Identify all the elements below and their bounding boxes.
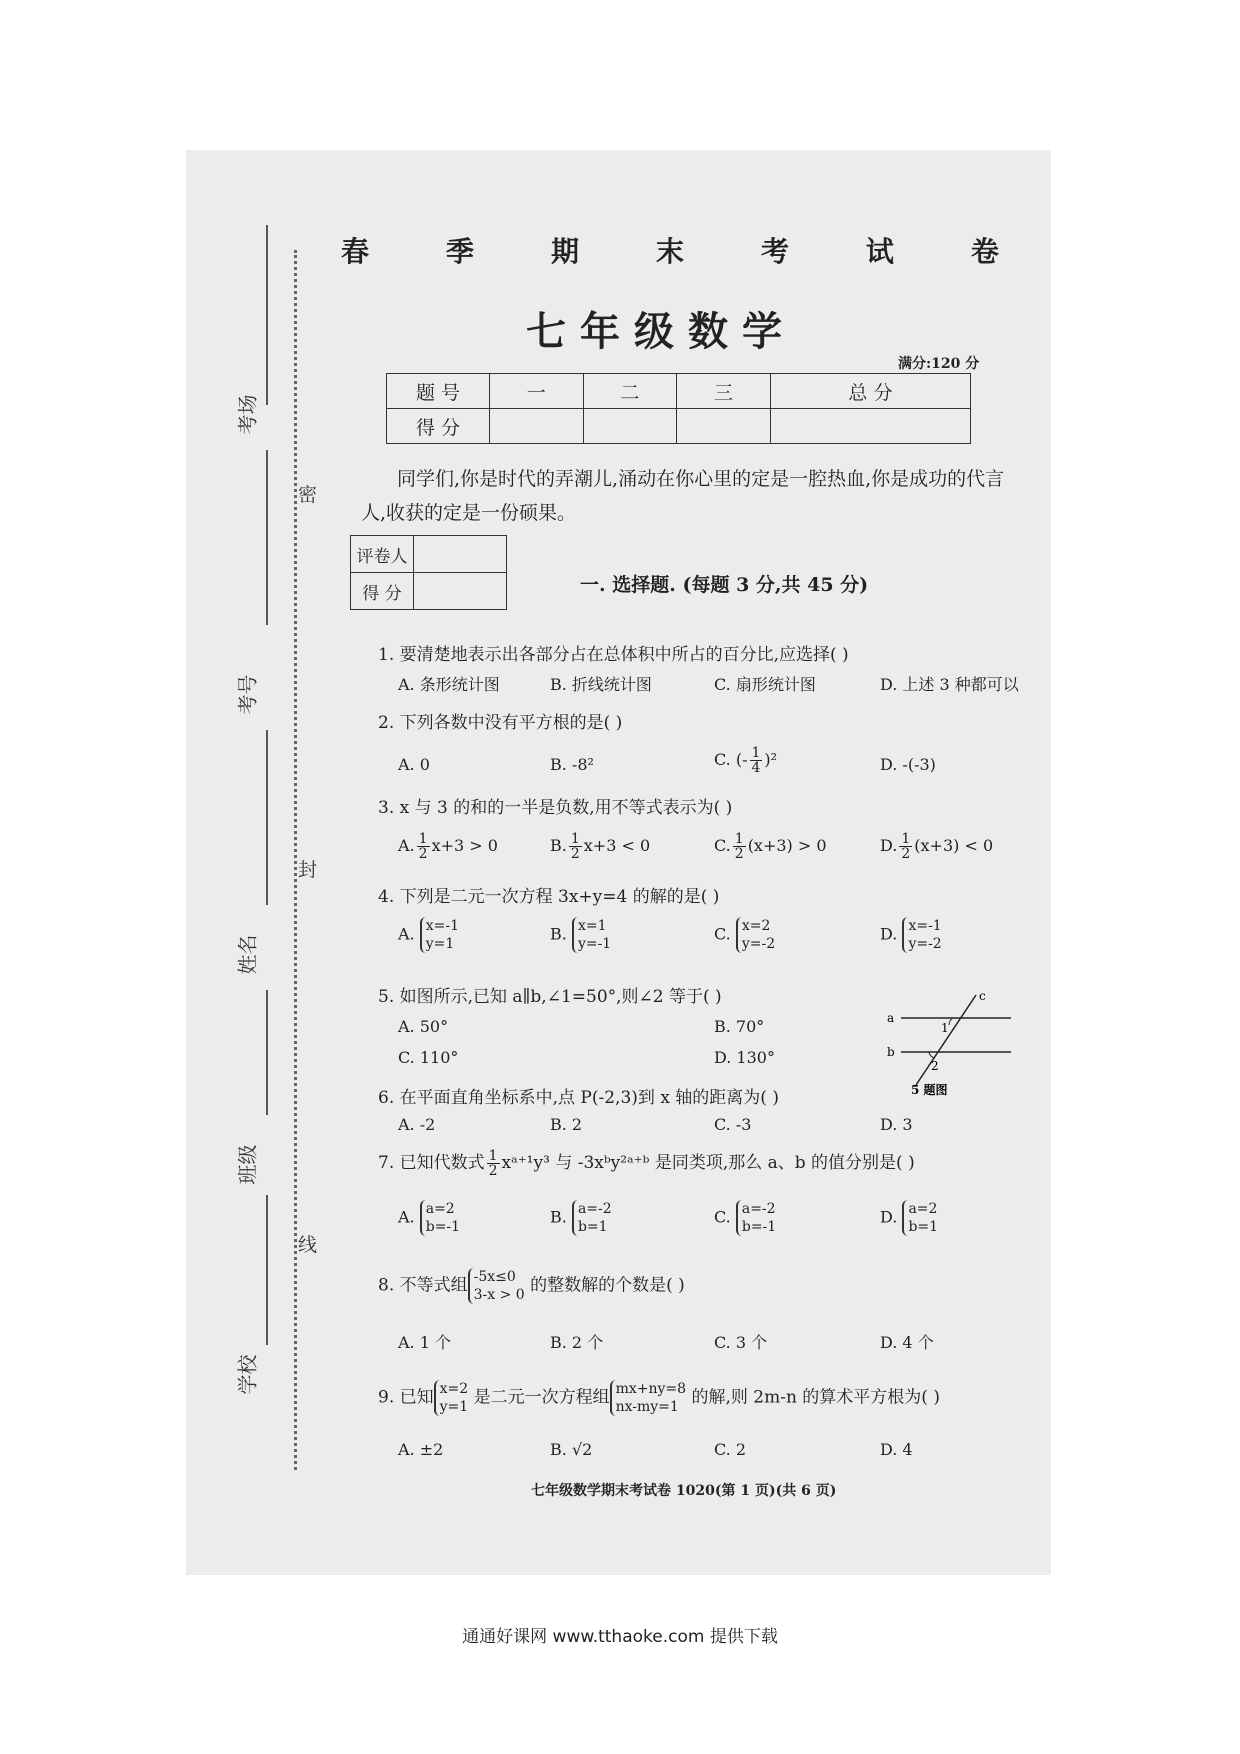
label-angle-1: 1 xyxy=(941,1021,949,1035)
option: D. 4 xyxy=(880,1440,913,1459)
equation-system xyxy=(902,917,941,953)
fraction xyxy=(487,1149,500,1178)
margin-class: 班级 xyxy=(235,1144,260,1185)
equation-line: y=-2 xyxy=(908,936,942,952)
option: B. 2 xyxy=(550,1115,583,1134)
option: D. -(-3) xyxy=(880,755,936,774)
seal-mi: 密 xyxy=(298,484,318,506)
option-label: B. xyxy=(550,1440,567,1459)
option: C. 扇形统计图 xyxy=(714,675,816,694)
option xyxy=(398,1200,460,1236)
equation-system xyxy=(420,1200,460,1236)
score-header-cell: 题 号 xyxy=(387,374,490,409)
fraction xyxy=(750,746,763,775)
sqrt-expr: √2 xyxy=(571,1440,593,1459)
option xyxy=(880,832,993,861)
numerator: 1 xyxy=(751,745,761,761)
score-cell xyxy=(490,409,584,444)
exam-page-scan xyxy=(186,150,1051,1575)
option-label: C. xyxy=(714,836,731,855)
option-label: D. xyxy=(880,836,898,855)
margin-line xyxy=(266,1195,268,1345)
option: A. ±2 xyxy=(398,1440,444,1459)
question-3: 3. x 与 3 的和的一半是负数,用不等式表示为( ) xyxy=(378,798,733,818)
denominator: 2 xyxy=(570,846,580,862)
equation-line: x=2 xyxy=(439,1381,469,1397)
equation-line: b=-1 xyxy=(425,1219,461,1235)
numerator: 1 xyxy=(570,831,580,847)
option: B. 折线统计图 xyxy=(550,675,652,694)
equation-line: y=-2 xyxy=(741,936,776,952)
option-label: A. xyxy=(398,1207,415,1227)
inequality-system xyxy=(468,1268,525,1304)
denominator: 2 xyxy=(418,846,428,862)
full-score: 满分:120 分 xyxy=(898,356,980,372)
option: A. -2 xyxy=(398,1115,436,1134)
subject-title: 七年级数学 xyxy=(526,308,796,355)
score-table xyxy=(386,373,971,444)
equation-system xyxy=(902,1200,938,1236)
option: C. 110° xyxy=(398,1048,459,1067)
score-header-cell: 二 xyxy=(583,374,677,409)
denominator: 2 xyxy=(734,846,744,862)
stem-end: 的整数解的个数是( ) xyxy=(530,1275,685,1296)
equation-system xyxy=(610,1380,686,1416)
margin-line xyxy=(266,450,268,625)
option-tail: )² xyxy=(764,750,778,769)
numerator: 1 xyxy=(734,831,744,847)
question-2: 2. 下列各数中没有平方根的是( ) xyxy=(378,713,623,733)
option: D. 4 个 xyxy=(880,1333,934,1352)
option: B. 70° xyxy=(714,1017,765,1036)
option: B. -8² xyxy=(550,755,594,774)
stem-end: 的解,则 2m-n 的算术平方根为( ) xyxy=(691,1387,940,1408)
equation-line: a=2 xyxy=(425,1201,455,1217)
denominator: 2 xyxy=(901,846,911,862)
fraction xyxy=(417,832,430,861)
label-angle-2: 2 xyxy=(931,1059,939,1073)
option-label: B. xyxy=(550,1207,567,1227)
option-expr: x+3 > 0 xyxy=(431,836,498,855)
grader-label: 评卷人 xyxy=(351,536,414,573)
stem-start: 7. 已知代数式 xyxy=(378,1153,485,1173)
seal-xian: 线 xyxy=(298,1234,318,1256)
score-cell xyxy=(770,409,970,444)
option: A. 50° xyxy=(398,1017,449,1036)
stem-end: 是同类项,那么 a、b 的值分别是( ) xyxy=(654,1153,915,1173)
parallel-lines-figure xyxy=(881,990,1016,1100)
score-cell xyxy=(677,409,771,444)
seal-dotted-line xyxy=(294,250,297,1470)
figure-svg xyxy=(881,990,1016,1100)
title-char: 季 xyxy=(445,235,476,268)
option: D. 3 xyxy=(880,1115,913,1134)
fraction xyxy=(569,832,582,861)
option xyxy=(550,1200,612,1236)
equation-line: a=2 xyxy=(908,1201,938,1217)
score-header-cell: 总 分 xyxy=(770,374,970,409)
option-label: A. xyxy=(398,836,415,855)
option xyxy=(714,1200,776,1236)
option: C. 3 个 xyxy=(714,1333,768,1352)
option xyxy=(550,1440,592,1459)
stem-mid: 是二元一次方程组 xyxy=(473,1387,610,1408)
inequality-line: -5x≤0 xyxy=(473,1269,516,1285)
title-char: 末 xyxy=(655,235,686,268)
equation-line: mx+ny=8 xyxy=(615,1381,687,1397)
margin-school: 学校 xyxy=(235,1354,260,1395)
option xyxy=(880,917,942,953)
option xyxy=(714,917,775,953)
fraction xyxy=(733,832,746,861)
equation-line: b=-1 xyxy=(741,1219,777,1235)
equation-line: b=1 xyxy=(908,1219,939,1235)
question-6: 6. 在平面直角坐标系中,点 P(-2,3)到 x 轴的距离为( ) xyxy=(378,1088,779,1108)
angle-1-arc xyxy=(949,1018,953,1025)
denominator: 2 xyxy=(488,1163,498,1179)
equation-line: a=-2 xyxy=(741,1201,776,1217)
title-char: 期 xyxy=(550,235,581,268)
option xyxy=(714,746,777,775)
question-1: 1. 要清楚地表示出各部分占在总体积中所占的百分比,应选择( ) xyxy=(378,645,849,665)
option: C. -3 xyxy=(714,1115,752,1134)
option-label: B. xyxy=(550,924,567,944)
margin-exam-number: 考号 xyxy=(235,674,260,715)
intro-text: 同学们,你是时代的弄潮儿,涌动在你心里的定是一腔热血,你是成功的代言人,收获的定是一份硕果。 xyxy=(361,468,1005,524)
grader-table xyxy=(350,535,507,610)
option: D. 130° xyxy=(714,1048,775,1067)
stem-start: 9. 已知 xyxy=(378,1387,434,1408)
margin-exam-room: 考场 xyxy=(235,394,260,435)
margin-line xyxy=(266,730,268,905)
download-credit: 通通好课网 www.tthaoke.com 提供下载 xyxy=(462,1627,778,1647)
equation-line: y=1 xyxy=(425,936,455,952)
option: C. 2 xyxy=(714,1440,747,1459)
expr-1: xᵃ⁺¹y³ xyxy=(501,1153,550,1173)
margin-line xyxy=(266,990,268,1115)
option-expr: (x+3) > 0 xyxy=(747,836,827,855)
equation-line: a=-2 xyxy=(577,1201,612,1217)
option xyxy=(398,832,498,861)
score-header-cell: 一 xyxy=(490,374,584,409)
option-expr: x+3 < 0 xyxy=(583,836,651,855)
option-label: C. xyxy=(714,924,731,944)
option-label: D. xyxy=(880,1207,898,1227)
equation-line: x=2 xyxy=(741,918,771,934)
grader-cell xyxy=(414,573,507,610)
equation-line: x=-1 xyxy=(425,918,459,934)
page-footer: 七年级数学期末考试卷 1020(第 1 页)(共 6 页) xyxy=(531,1483,837,1499)
equation-system xyxy=(736,1200,776,1236)
numerator: 1 xyxy=(488,1148,498,1164)
option: B. 2 个 xyxy=(550,1333,604,1352)
fraction xyxy=(899,832,912,861)
equation-line: y=-1 xyxy=(577,936,612,952)
equation-line: y=1 xyxy=(439,1399,469,1415)
title-char: 试 xyxy=(865,235,896,268)
equation-line: x=-1 xyxy=(908,918,942,934)
line-c xyxy=(916,995,976,1085)
option-label: A. xyxy=(398,924,415,944)
grader-cell xyxy=(414,536,507,573)
option: A. 0 xyxy=(398,755,430,774)
label-b: b xyxy=(887,1045,895,1059)
question-9 xyxy=(378,1380,940,1416)
solution-system xyxy=(434,1380,469,1416)
option: A. 条形统计图 xyxy=(398,675,500,694)
margin-name: 姓名 xyxy=(235,934,260,975)
equation-system xyxy=(736,917,775,953)
score-cell xyxy=(583,409,677,444)
option-label: B. xyxy=(550,836,567,855)
expr-2: -3xᵇy²ᵃ⁺ᵇ xyxy=(577,1153,650,1173)
equation-system xyxy=(572,917,611,953)
option: D. 上述 3 种都可以 xyxy=(880,675,1019,694)
question-4: 4. 下列是二元一次方程 3x+y=4 的解的是( ) xyxy=(378,887,720,907)
option xyxy=(880,1200,938,1236)
option-expr: (x+3) < 0 xyxy=(914,836,994,855)
denominator: 4 xyxy=(751,760,761,776)
inequality-line: 3-x > 0 xyxy=(473,1287,525,1303)
section-title: 一. 选择题. (每题 3 分,共 45 分) xyxy=(580,574,869,596)
title-char: 春 xyxy=(341,235,372,268)
score-row-label: 得 分 xyxy=(387,409,490,444)
equation-system xyxy=(420,917,459,953)
option xyxy=(550,832,650,861)
seal-feng: 封 xyxy=(298,859,318,881)
option: A. 1 个 xyxy=(398,1333,451,1352)
title-char: 卷 xyxy=(970,235,1001,268)
margin-line xyxy=(266,225,268,405)
grader-score-label: 得 分 xyxy=(351,573,414,610)
equation-system xyxy=(572,1200,612,1236)
score-header-cell: 三 xyxy=(677,374,771,409)
option xyxy=(550,917,611,953)
option xyxy=(714,832,827,861)
expr-connector: 与 xyxy=(555,1153,573,1173)
stem-start: 8. 不等式组 xyxy=(378,1275,468,1296)
option xyxy=(398,917,459,953)
equation-line: nx-my=1 xyxy=(615,1399,679,1415)
figure-caption: 5 题图 xyxy=(911,1083,948,1097)
equation-line: x=1 xyxy=(577,918,607,934)
numerator: 1 xyxy=(901,831,911,847)
option-label: C. (- xyxy=(714,750,748,769)
option-label: D. xyxy=(880,924,898,944)
title-char: 考 xyxy=(760,235,791,268)
question-5: 5. 如图所示,已知 a∥b,∠1=50°,则∠2 等于( ) xyxy=(378,987,722,1007)
exam-type-title xyxy=(341,230,1001,270)
option-label: C. xyxy=(714,1207,731,1227)
label-a: a xyxy=(887,1011,895,1025)
equation-line: b=1 xyxy=(577,1219,608,1235)
numerator: 1 xyxy=(418,831,428,847)
question-8 xyxy=(378,1268,685,1304)
label-c: c xyxy=(979,990,986,1003)
question-7 xyxy=(378,1148,915,1178)
